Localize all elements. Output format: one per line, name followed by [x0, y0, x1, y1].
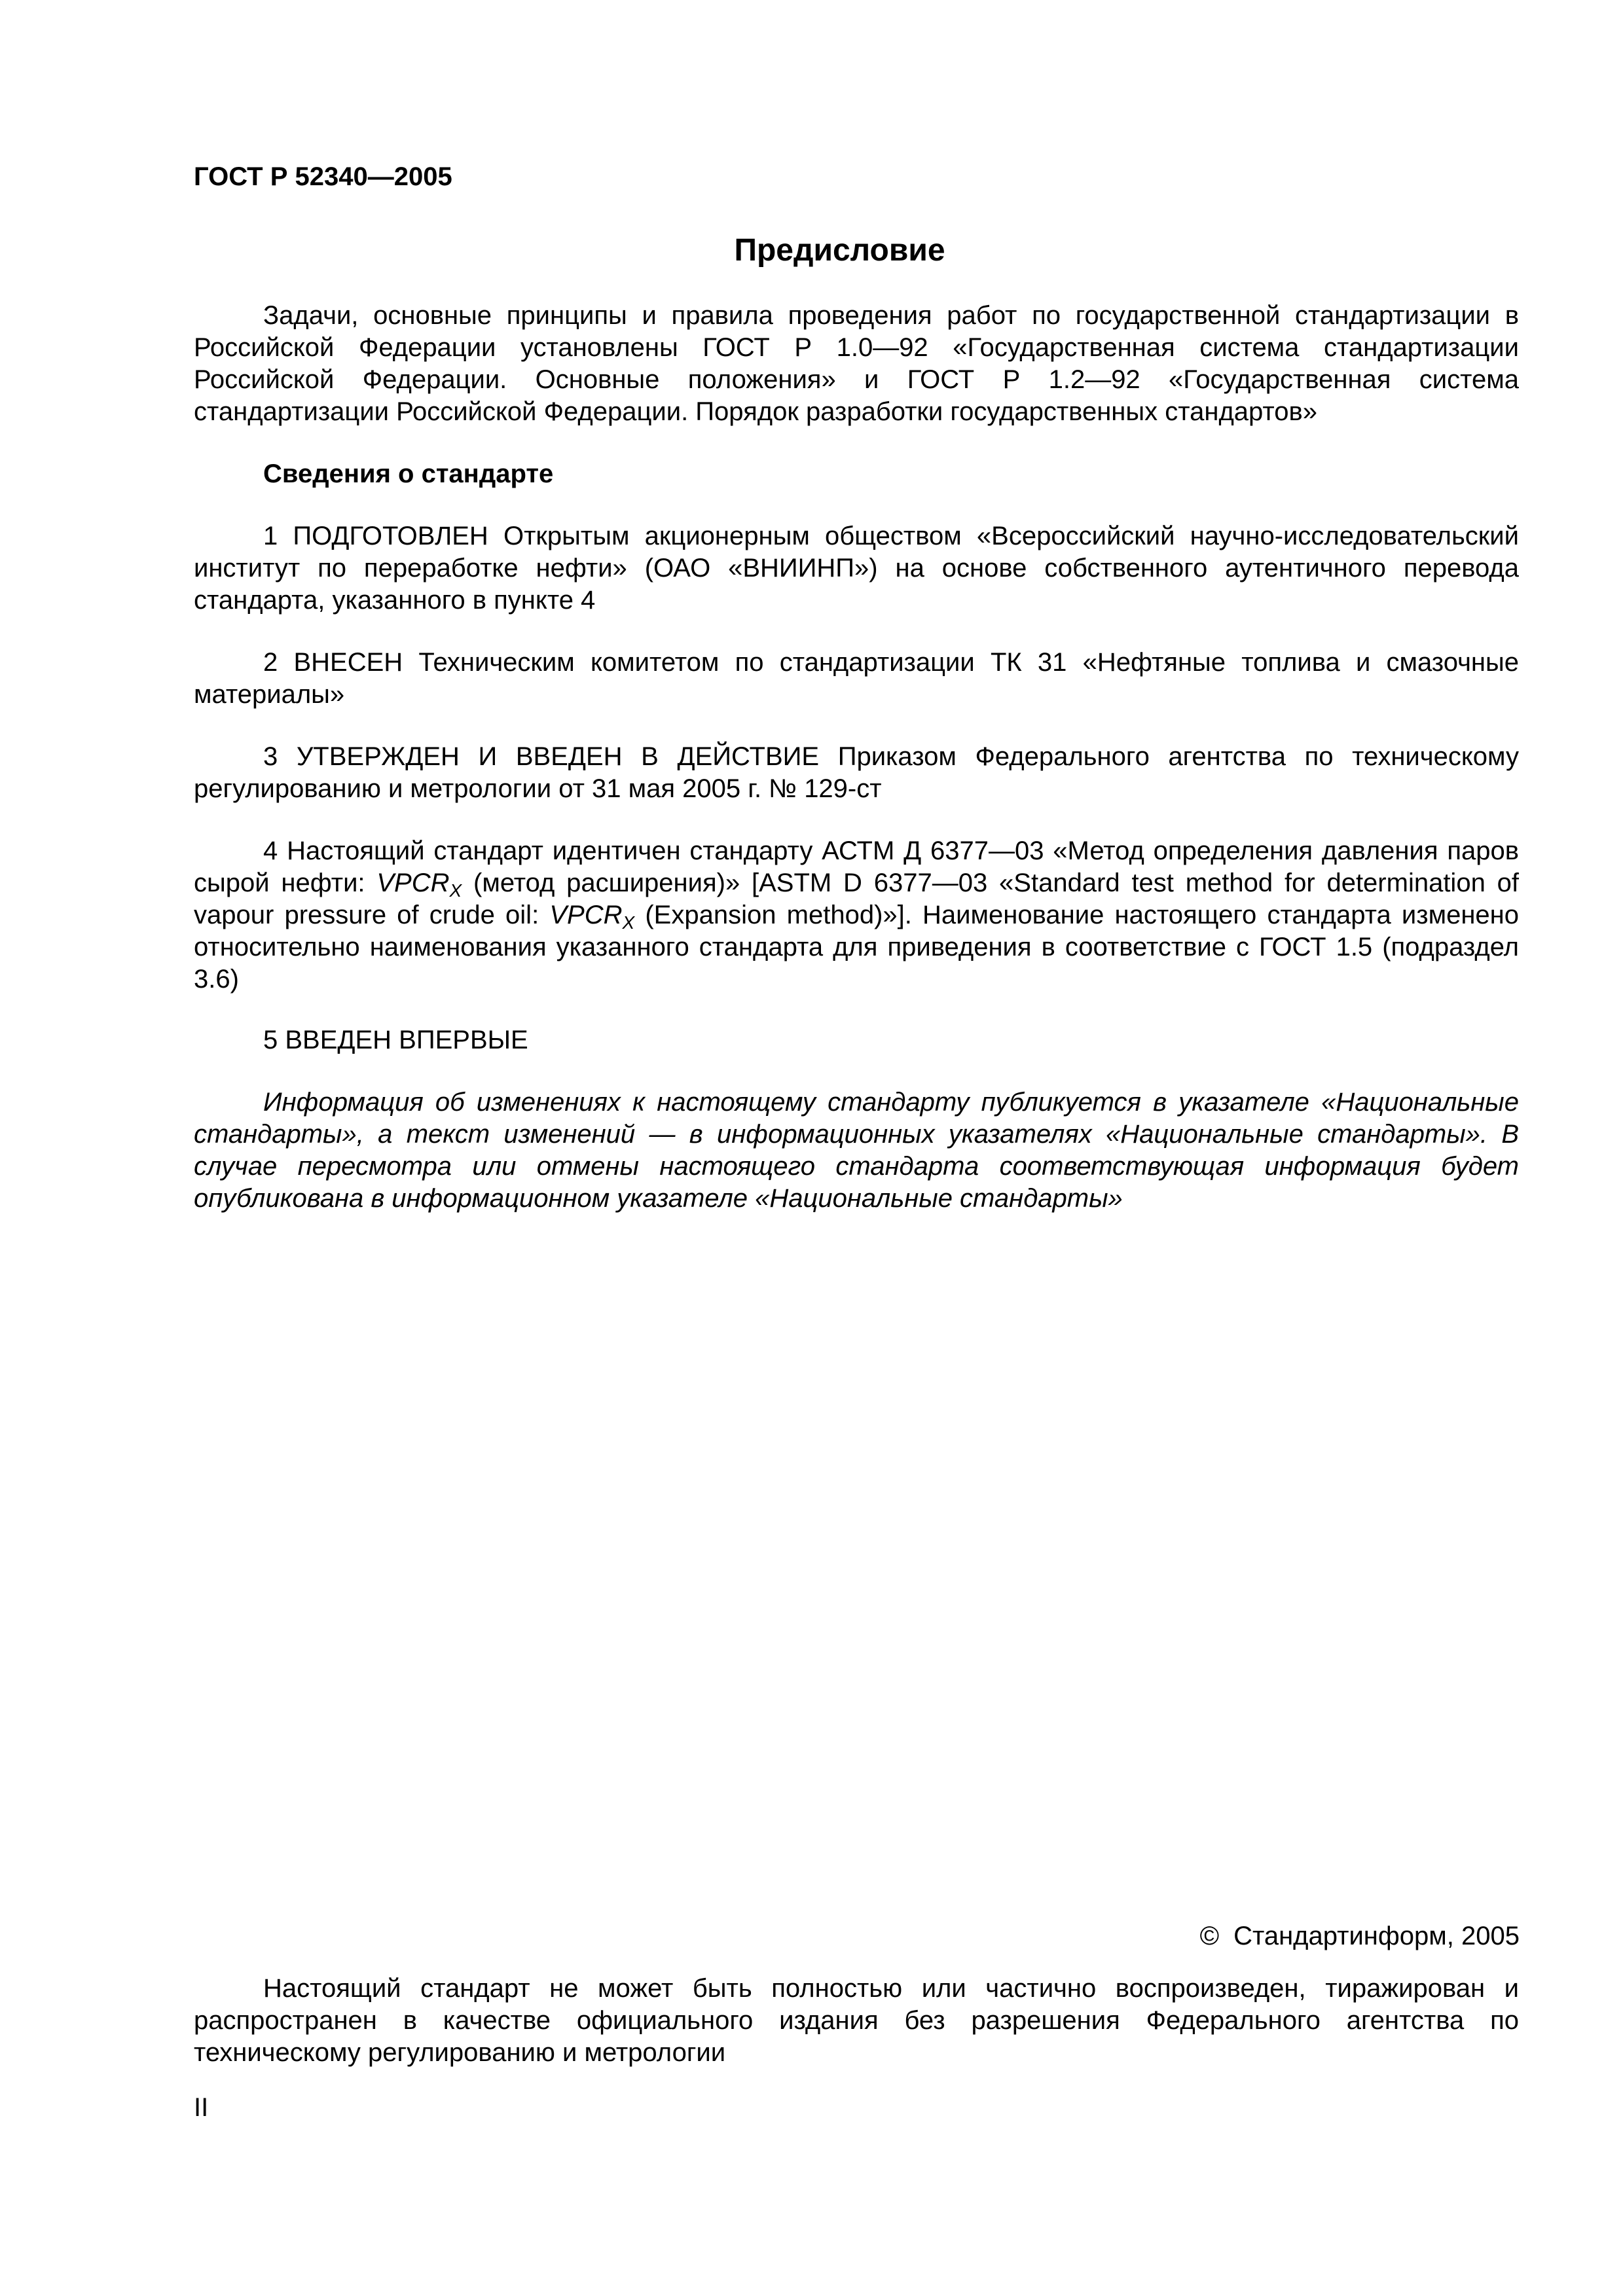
- vpcr-term-1: $VPCR_X$: [376, 869, 462, 901]
- item-4-part-1: 4 Настоящий стандарт идентичен стандарту АСТМ Д 6377—03 «Метод определения давления паров сырой нефти:: [194, 836, 1519, 897]
- info-item-1: 1 ПОДГОТОВЛЕН Открытым акционерным обществом «Всероссийский научно-исследовательский институт по переработке нефти» (ОАО «ВНИИНП») на основе собственного аутентичного перевода стандарта, указанного в пункте 4: [194, 522, 1519, 615]
- changes-note: Информация об изменениях к настоящему стандарту публикуется в указателе «Национальные стандарты», а текст изменений — в информационных указателях «Национальные стандарты». В случае пересмотра или отмены настоящего стандарта соответствующая информация будет опубликована в информационном указателе «Национальные стандарты»: [194, 1088, 1519, 1213]
- info-item-4: [194, 835, 1519, 996]
- intro-paragraph: Задачи, основные принципы и правила проведения работ по государственной стандартизации в Российской Федерации установлены ГОСТ Р 1.0—92 «Государственная система стандартизации Российской Федерации. Основные положения» и ГОСТ Р 1.2—92 «Государственная система стандартизации Российской Федерации. Порядок разработки государственных стандартов»: [194, 301, 1519, 426]
- reproduction-notice: Настоящий стандарт не может быть полностью или частично воспроизведен, тиражирован и распространен в качестве официального издания без разрешения Федерального агентства по техническому регулированию и метрологии: [194, 1974, 1519, 2067]
- info-item-5: 5 ВВЕДЕН ВПЕРВЫЕ: [263, 1026, 528, 1054]
- vpcr-term-2: $VPCR_X$: [549, 901, 635, 933]
- page-number: II: [194, 2093, 209, 2122]
- info-item-3: 3 УТВЕРЖДЕН И ВВЕДЕН В ДЕЙСТВИЕ Приказом Федерального агентства по техническому регулированию и метрологии от 31 мая 2005 г. № 129-ст: [194, 742, 1519, 803]
- info-item-2: 2 ВНЕСЕН Техническим комитетом по стандартизации ТК 31 «Нефтяные топлива и смазочные материалы»: [194, 648, 1519, 709]
- foreword-title: Предисловие: [734, 233, 945, 268]
- item-4-part-2: (метод расширения)» [ASTM D 6377—03 «Standard test method for determination of vapour pressure of crude oil:: [194, 869, 1519, 929]
- document-id: ГОСТ Р 52340—2005: [194, 162, 452, 191]
- copyright-text: Стандартинформ, 2005: [1233, 1922, 1520, 1950]
- copyright-line: [1200, 1920, 1520, 1952]
- copyright-icon: ©: [1199, 1922, 1220, 1950]
- foreword-body: [194, 300, 1519, 1215]
- item-4-part-3: (Expansion method)»]. Наименование настоящего стандарта изменено относительно наименования указанного стандарта для приведения в соответствие с ГОСТ 1.5 (подраздел 3.6): [194, 901, 1520, 994]
- standard-info-heading: Сведения о стандарте: [263, 459, 554, 488]
